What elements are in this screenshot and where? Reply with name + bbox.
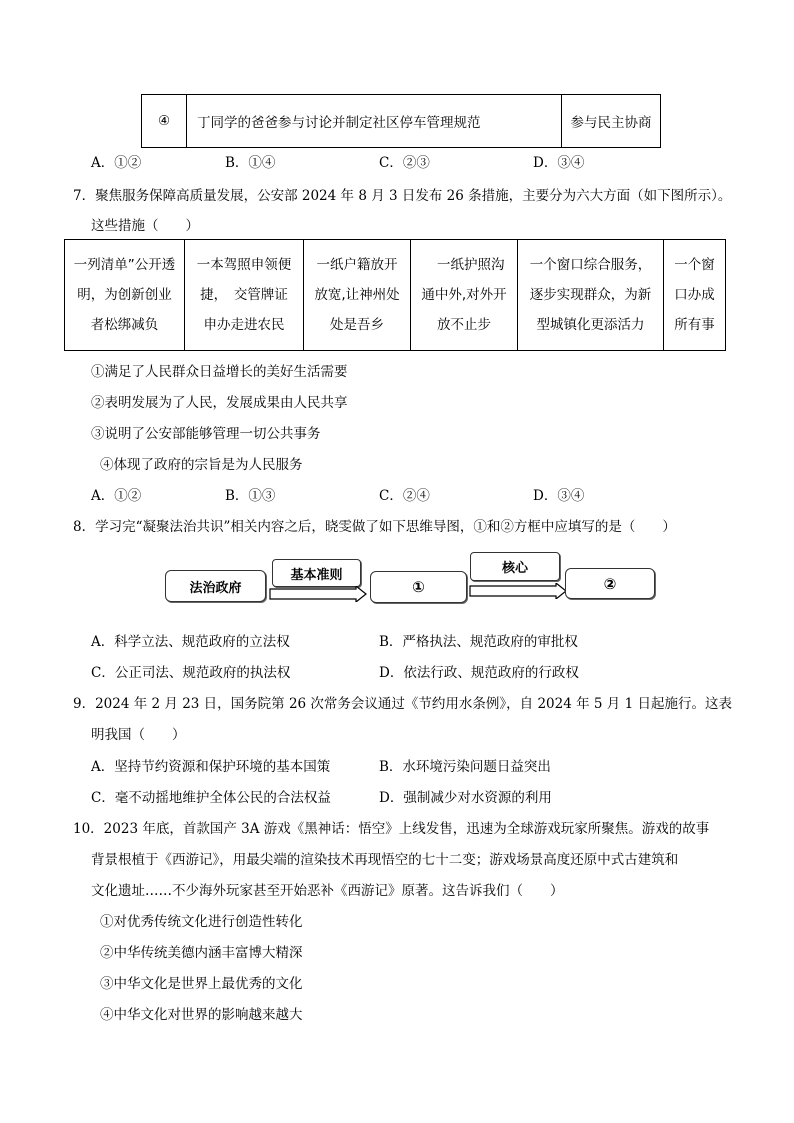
mind-map-label-core: 核心 — [470, 552, 560, 581]
measure-cell-4: 一纸护照沟 通中外,对外开 放不止步 — [411, 240, 518, 351]
q6-option-d[interactable]: D．③④ — [533, 155, 585, 171]
q7-statement-4: ④体现了政府的宗旨是为人民服务 — [100, 457, 303, 473]
top-table — [141, 94, 661, 148]
q7-option-a[interactable]: A．①② — [91, 488, 142, 504]
table-row — [65, 240, 726, 351]
q7-option-b[interactable]: B．①③ — [225, 488, 276, 504]
mind-map-box-blank-2: ② — [565, 568, 655, 599]
mind-map-label-basic-principle: 基本准则 — [272, 559, 361, 587]
row-number: ④ — [142, 95, 187, 148]
q9-stem-line1: 9．2024 年 2 月 23 日，国务院第 26 次常务会议通过《节约用水条例》，自 2024 年 5 月 1 日起施行。这表 — [73, 696, 732, 712]
q9-option-c[interactable]: C．毫不动摇地维护全体公民的合法权益 — [91, 790, 331, 806]
measure-cell-1: 一列清单”公开透 明，为创新创业 者松绑减负 — [65, 240, 185, 351]
q7-option-c[interactable]: C．②④ — [379, 488, 430, 504]
mind-map-arrow-1 — [268, 586, 368, 602]
q10-statement-2: ②中华传统美德内涵丰富博大精深 — [100, 945, 303, 961]
row-text: 丁同学的爸爸参与讨论并制定社区停车管理规范 — [187, 95, 562, 148]
row-answer: 参与民主协商 — [562, 95, 661, 148]
q6-option-c[interactable]: C．②③ — [379, 155, 430, 171]
mind-map-arrow-2 — [468, 583, 568, 599]
measure-cell-2: 一本驾照申领便 捷， 交管牌证 申办走进农民 — [185, 240, 304, 351]
q8-option-d[interactable]: D．依法行政、规范政府的行政权 — [379, 665, 579, 681]
q9-option-d[interactable]: D．强制减少对水资源的利用 — [379, 790, 552, 806]
q9-stem-line2: 明我国（ ） — [91, 727, 186, 743]
measure-cell-3: 一纸户籍放开 放宽,让神州处 处是吾乡 — [304, 240, 411, 351]
mind-map-box-blank-1: ① — [370, 571, 467, 603]
q9-option-b[interactable]: B．水环境污染问题日益突出 — [379, 759, 551, 775]
q7-stem-line2: 这些措施（ ） — [91, 218, 199, 234]
q6-option-a[interactable]: A．①② — [91, 155, 142, 171]
q8-option-c[interactable]: C．公正司法、规范政府的执法权 — [91, 665, 291, 681]
measure-cell-6: 一个窗 口办成 所有事 — [664, 240, 726, 351]
q10-stem-line3: 文化遗址……不少海外玩家甚至开始恶补《西游记》原著。这告诉我们（ ） — [91, 883, 564, 899]
q10-stem-line1: 10．2023 年底，首款国产 3A 游戏《黑神话：悟空》上线发售，迅速为全球游戏玩家所聚焦。游戏的故事 — [73, 821, 710, 837]
q7-stem-line1: 7．聚焦服务保障高质量发展，公安部 2024 年 8 月 3 日发布 26 条措施，主要分为六大方面（如下图所示）。 — [73, 188, 732, 204]
q8-stem: 8．学习完“凝聚法治共识”相关内容之后，晓雯做了如下思维导图，①和②方框中应填写的是（ ） — [73, 519, 676, 535]
q10-statement-1: ①对优秀传统文化进行创造性转化 — [100, 914, 303, 930]
q7-statement-3: ③说明了公安部能够管理一切公共事务 — [91, 426, 321, 442]
measure-cell-5: 一个窗口综合服务， 逐步实现群众，为新 型城镇化更添活力 — [518, 240, 664, 351]
q10-stem-line2: 背景根植于《西游记》，用最尖端的渲染技术再现悟空的七十二变；游戏场景高度还原中式古建筑和 — [91, 852, 679, 868]
q7-measures-table — [64, 239, 726, 351]
q7-option-d[interactable]: D．③④ — [533, 488, 585, 504]
q6-option-b[interactable]: B．①④ — [225, 155, 276, 171]
q8-option-a[interactable]: A．科学立法、规范政府的立法权 — [91, 634, 290, 650]
mind-map-box-law-government: 法治政府 — [165, 570, 266, 602]
q9-option-a[interactable]: A．坚持节约资源和保护环境的基本国策 — [91, 759, 331, 775]
q10-statement-4: ④中华文化对世界的影响越来越大 — [100, 1007, 303, 1023]
q7-statement-1: ①满足了人民群众日益增长的美好生活需要 — [91, 364, 348, 380]
table-row — [142, 95, 661, 148]
q7-statement-2: ②表明发展为了人民，发展成果由人民共享 — [91, 395, 348, 411]
q8-option-b[interactable]: B．严格执法、规范政府的审批权 — [379, 634, 578, 650]
q10-statement-3: ③中华文化是世界上最优秀的文化 — [100, 976, 303, 992]
